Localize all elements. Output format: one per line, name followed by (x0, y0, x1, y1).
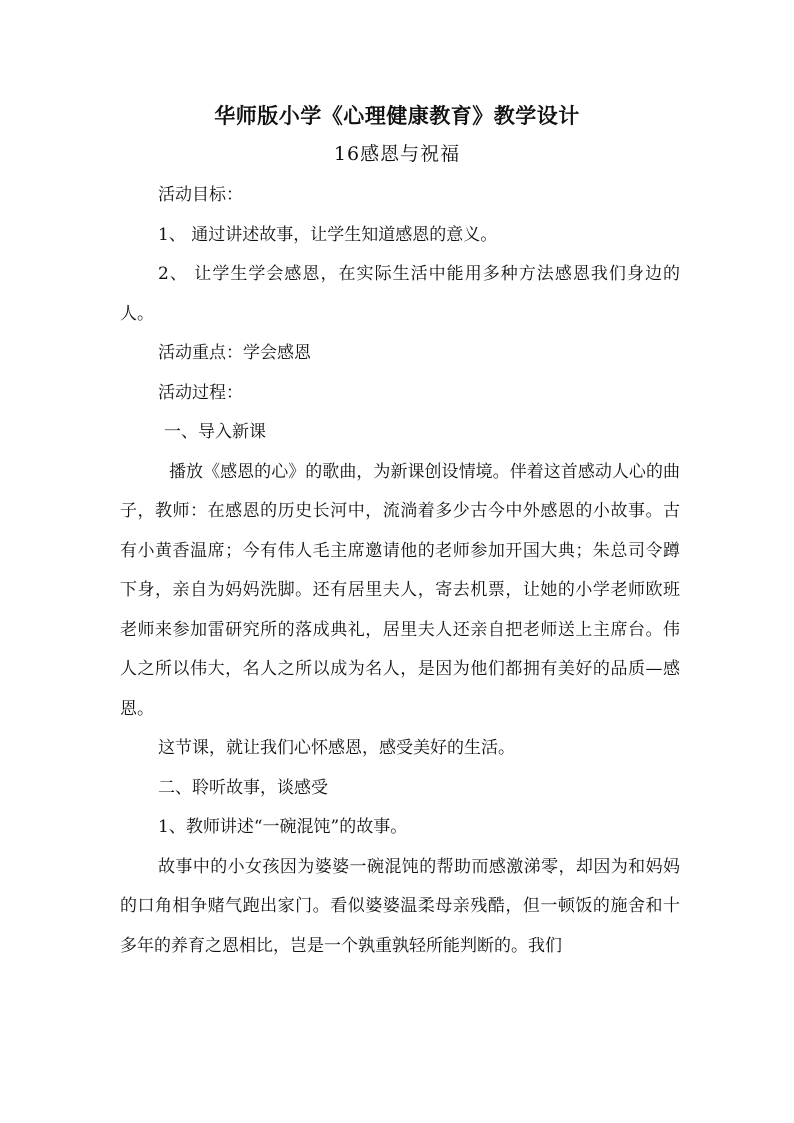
paragraph-intro-closing: 这节课，就让我们心怀感恩，感受美好的生活。 (158, 738, 515, 758)
paragraph-key-point: 活动重点：学会感恩 (158, 343, 311, 363)
section-heading-intro: 一、导入新课 (164, 422, 266, 442)
paragraph-objectives-heading: 活动目标： (158, 185, 243, 205)
document-title: 华师版小学《心理健康教育》教学设计 (214, 103, 580, 128)
paragraph-intro-body: 播放《感恩的心》的歌曲，为新课创设情境。伴着这首感动人心的曲子，教师：在感恩的历史长河中，流淌着多少古今中外感恩的小故事。古有小黄香温席；今有伟人毛主席邀请他的老师参加开国大典；朱总司令蹲下身，亲自为妈妈洗脚。还有居里夫人，寄去机票，让她的小学老师欧班老师来参加雷研究所的落成典礼，居里夫人还亲自把老师送上主席台。伟人之所以伟大，名人之所以成为名人，是因为他们都拥有美好的品质—感恩。 (120, 461, 680, 719)
paragraph-story-body: 故事中的小女孩因为婆婆一碗混饨的帮助而感激涕零，却因为和妈妈的口角相争赌气跑出家门。看似婆婆温柔母亲残酷，但一顿饭的施舍和十多年的养育之恩相比，岂是一个孰重孰轻所能判断的。我们 (120, 856, 680, 956)
paragraph-objective-2: 2、 让学生学会感恩，在实际生活中能用多种方法感恩我们身边的人。 (120, 264, 680, 324)
document-subtitle: 16感恩与祝福 (333, 143, 461, 165)
paragraph-process-heading: 活动过程： (158, 382, 243, 403)
paragraph-objective-1: 1、 通过讲述故事，让学生知道感恩的意义。 (158, 224, 498, 245)
section-heading-story: 二、聆听故事，谈感受 (158, 777, 328, 798)
document-body (120, 176, 680, 966)
paragraph-story-item-1: 1、教师讲述“一碗混饨”的故事。 (158, 817, 408, 837)
